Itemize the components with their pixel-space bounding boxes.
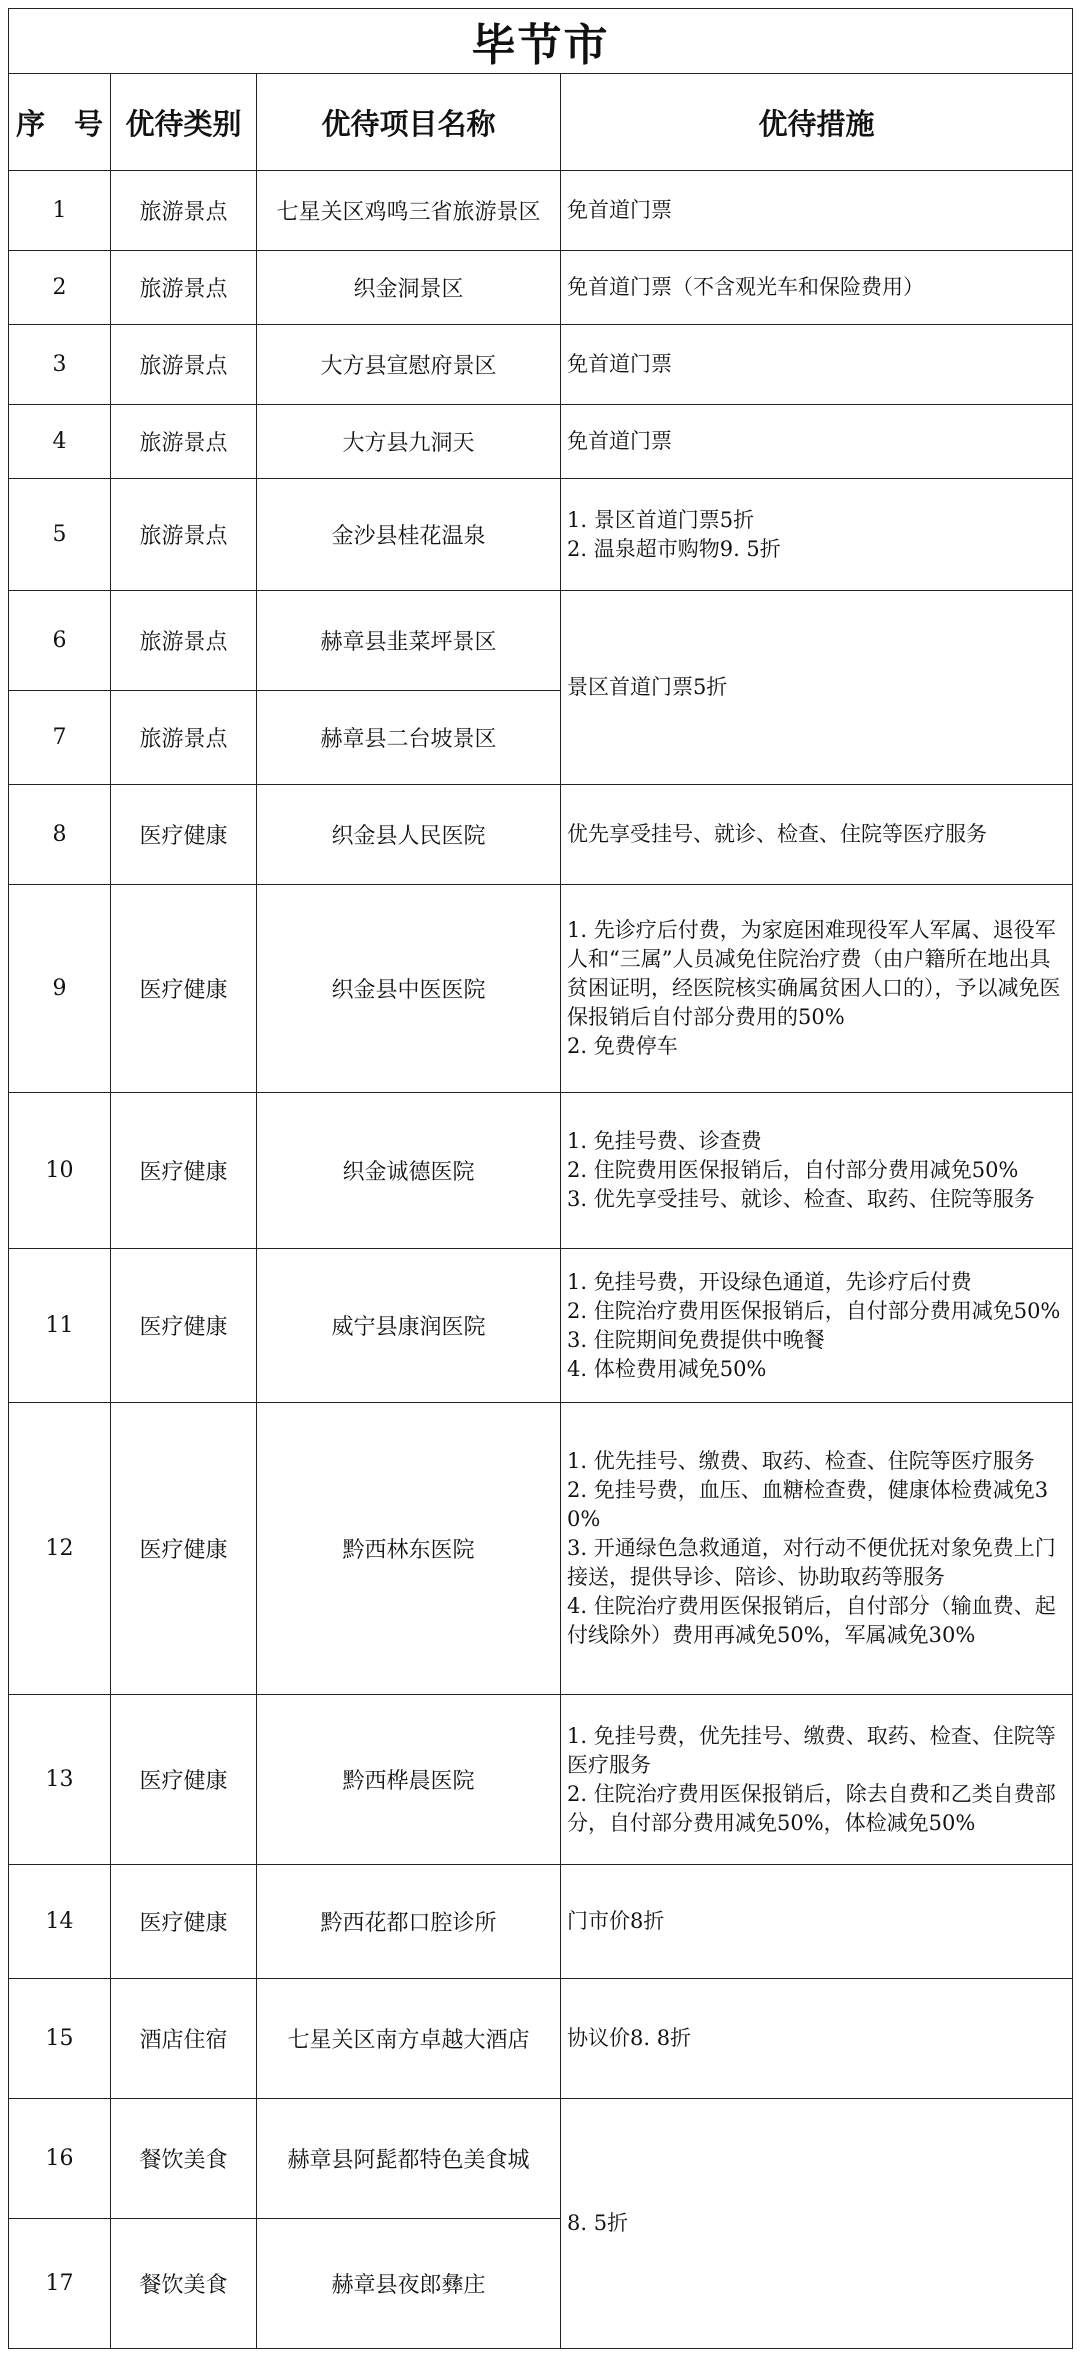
table-row — [9, 251, 1073, 325]
row-category: 医疗健康 — [111, 785, 257, 885]
header-no: 序 号 — [9, 74, 111, 171]
row-number: 1 — [9, 171, 111, 251]
measure-line: 1. 景区首道门票5折 — [567, 507, 755, 532]
measure-line: 2. 住院费用医保报销后，自付部分费用减免50% — [567, 1158, 1019, 1182]
row-number: 12 — [9, 1403, 111, 1695]
measure-line: 2. 免费停车 — [567, 1034, 678, 1058]
row-category: 医疗健康 — [111, 1403, 257, 1695]
row-measure: 免首道门票（不含观光车和保险费用） — [561, 251, 1073, 325]
row-project-name: 织金县人民医院 — [257, 785, 561, 885]
row-category: 旅游景点 — [111, 405, 257, 479]
row-measure: 优先享受挂号、就诊、检查、住院等医疗服务 — [561, 785, 1073, 885]
row-number: 13 — [9, 1695, 111, 1865]
row-project-name: 赫章县阿髭都特色美食城 — [257, 2099, 561, 2219]
row-number: 17 — [9, 2219, 111, 2349]
row-project-name: 七星关区南方卓越大酒店 — [257, 1979, 561, 2099]
row-measure: 免首道门票 — [561, 171, 1073, 251]
row-category: 旅游景点 — [111, 251, 257, 325]
row-number: 2 — [9, 251, 111, 325]
row-number: 4 — [9, 405, 111, 479]
table-row — [9, 885, 1073, 1093]
row-number: 9 — [9, 885, 111, 1093]
table-row — [9, 171, 1073, 251]
measure-line: 3. 开通绿色急救通道，对行动不便优抚对象免费上门接送，提供导诊、陪诊、协助取药等服务 — [567, 1536, 1056, 1589]
row-measure: 免首道门票 — [561, 325, 1073, 405]
row-number: 8 — [9, 785, 111, 885]
row-number: 11 — [9, 1249, 111, 1403]
table-row — [9, 1249, 1073, 1403]
row-measure — [561, 479, 1073, 591]
table-row — [9, 785, 1073, 885]
measure-line: 2. 住院治疗费用医保报销后，自付部分费用减免50% — [567, 1298, 1061, 1323]
measure-line: 1. 免挂号费，开设绿色通道，先诊疗后付费 — [567, 1269, 972, 1294]
row-number: 5 — [9, 479, 111, 591]
measure-line: 2. 住院治疗费用医保报销后，除去自费和乙类自费部分，自付部分费用减免50%，体检减免50% — [567, 1781, 1056, 1835]
row-category: 医疗健康 — [111, 1249, 257, 1403]
table-row — [9, 405, 1073, 479]
measure-line: 2. 温泉超市购物9. 5折 — [567, 536, 781, 561]
table-row — [9, 1695, 1073, 1865]
table-row — [9, 2099, 1073, 2219]
row-project-name: 大方县宣慰府景区 — [257, 325, 561, 405]
row-project-name: 赫章县二台坡景区 — [257, 691, 561, 785]
row-measure: 门市价8折 — [561, 1865, 1073, 1979]
row-number: 10 — [9, 1093, 111, 1249]
row-category: 旅游景点 — [111, 691, 257, 785]
merged-measure-rows-6-7: 景区首道门票5折 — [561, 591, 1073, 785]
header-category: 优待类别 — [111, 74, 257, 171]
measure-line: 1. 先诊疗后付费，为家庭困难现役军人军属、退役军人和“三属”人员减免住院治疗费（由户籍所在地出具贫困证明，经医院核实确属贫困人口的），予以减免医保报销后自付部分费用的50% — [567, 918, 1061, 1029]
measure-line: 3. 住院期间免费提供中晚餐 — [567, 1327, 825, 1352]
row-project-name: 黔西桦晨医院 — [257, 1695, 561, 1865]
header-project-name: 优待项目名称 — [257, 74, 561, 171]
row-measure: 协议价8. 8折 — [561, 1979, 1073, 2099]
header-measures: 优待措施 — [561, 74, 1073, 171]
row-project-name: 黔西花都口腔诊所 — [257, 1865, 561, 1979]
row-category: 酒店住宿 — [111, 1979, 257, 2099]
table-row — [9, 479, 1073, 591]
row-category: 餐饮美食 — [111, 2219, 257, 2349]
measure-line: 3. 优先享受挂号、就诊、检查、取药、住院等服务 — [567, 1187, 1035, 1211]
measure-line: 2. 免挂号费，血压、血糖检查费，健康体检费减免30% — [567, 1478, 1049, 1531]
table-row — [9, 1403, 1073, 1695]
row-category: 旅游景点 — [111, 171, 257, 251]
row-project-name: 赫章县夜郎彝庄 — [257, 2219, 561, 2349]
row-category: 旅游景点 — [111, 325, 257, 405]
row-category: 餐饮美食 — [111, 2099, 257, 2219]
row-number: 15 — [9, 1979, 111, 2099]
measure-line: 1. 免挂号费、诊查费 — [567, 1129, 762, 1153]
merged-measure-rows-16-17: 8. 5折 — [561, 2099, 1073, 2349]
row-project-name: 大方县九洞天 — [257, 405, 561, 479]
row-number: 16 — [9, 2099, 111, 2219]
table-header-row — [9, 74, 1073, 171]
row-measure — [561, 885, 1073, 1093]
row-project-name: 威宁县康润医院 — [257, 1249, 561, 1403]
table-row — [9, 1093, 1073, 1249]
table-row — [9, 1979, 1073, 2099]
row-measure — [561, 1403, 1073, 1695]
row-number: 6 — [9, 591, 111, 691]
row-project-name: 七星关区鸡鸣三省旅游景区 — [257, 171, 561, 251]
row-category: 旅游景点 — [111, 591, 257, 691]
table-row — [9, 325, 1073, 405]
row-project-name: 织金诚德医院 — [257, 1093, 561, 1249]
row-number: 3 — [9, 325, 111, 405]
row-measure — [561, 1093, 1073, 1249]
measure-line: 1. 优先挂号、缴费、取药、检查、住院等医疗服务 — [567, 1449, 1035, 1473]
row-number: 7 — [9, 691, 111, 785]
row-category: 医疗健康 — [111, 885, 257, 1093]
measure-line: 4. 住院治疗费用医保报销后，自付部分（输血费、起付线除外）费用再减免50%，军属减免30% — [567, 1594, 1056, 1647]
row-category: 医疗健康 — [111, 1695, 257, 1865]
row-category: 医疗健康 — [111, 1865, 257, 1979]
row-project-name: 金沙县桂花温泉 — [257, 479, 561, 591]
row-measure — [561, 1249, 1073, 1403]
row-category: 医疗健康 — [111, 1093, 257, 1249]
row-measure: 免首道门票 — [561, 405, 1073, 479]
row-measure — [561, 1695, 1073, 1865]
measure-line: 4. 体检费用减免50% — [567, 1356, 767, 1381]
row-project-name: 黔西林东医院 — [257, 1403, 561, 1695]
row-project-name: 赫章县韭菜坪景区 — [257, 591, 561, 691]
table-row — [9, 591, 1073, 691]
row-category: 旅游景点 — [111, 479, 257, 591]
page-title: 毕节市 — [9, 9, 1073, 74]
row-project-name: 织金县中医医院 — [257, 885, 561, 1093]
row-number: 14 — [9, 1865, 111, 1979]
measure-line: 1. 免挂号费，优先挂号、缴费、取药、检查、住院等医疗服务 — [567, 1723, 1056, 1777]
row-project-name: 织金洞景区 — [257, 251, 561, 325]
table-row — [9, 1865, 1073, 1979]
document-page — [8, 8, 1072, 2355]
preferential-treatment-table — [8, 8, 1073, 2349]
